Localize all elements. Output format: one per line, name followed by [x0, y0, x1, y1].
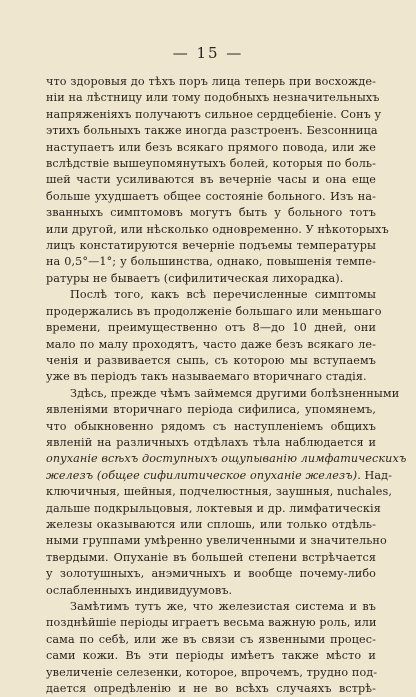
- text-segment: ніи на лѣстницу или тому подобныхъ незначительныхъ: [46, 91, 380, 105]
- text-line: [46, 501, 381, 517]
- text-line: [46, 583, 376, 599]
- text-segment: ключичныя, шейныя, подчелюстныя, заушныя, nuchales,: [46, 485, 392, 499]
- text-segment: наступаетъ или безъ всякаго прямого повода, или же: [46, 140, 376, 154]
- text-line: [46, 615, 376, 631]
- text-line: [46, 90, 380, 106]
- text-line: [46, 550, 376, 566]
- text-line: [46, 632, 376, 648]
- text-segment: этихъ больныхъ также иногда разстроенъ. Безсонница: [46, 124, 378, 138]
- text-segment: на 0,5°—1°; у большинства, однако, повышенія темпе-: [46, 255, 376, 269]
- text-segment: вслѣдствіе вышеупомянутыхъ болей, которыя по боль-: [46, 157, 376, 171]
- text-line: [46, 419, 376, 435]
- text-segment: железы оказываются или сплошь, или только отдѣль-: [46, 517, 376, 531]
- text-line: [46, 205, 376, 221]
- text-segment: или другой, или нѣсколько одновременно. У нѣкоторыхъ: [46, 222, 389, 236]
- text-line: [46, 304, 382, 320]
- text-segment: сами кожи. Въ эти періоды имѣетъ также мѣсто и: [46, 649, 376, 663]
- text-line: [46, 451, 407, 467]
- page-number: — 15 —: [172, 44, 244, 62]
- text-segment: ченія и развивается сыпь, съ которою мы вступаемъ: [46, 353, 376, 367]
- text-line: [46, 369, 376, 385]
- text-segment: увеличеніе селезенки, которое, впрочемъ, трудно под-: [46, 665, 378, 679]
- text-line: [46, 468, 392, 484]
- text-segment: дается опредѣленію и не во всѣхъ случаяхъ встрѣ-: [46, 682, 376, 696]
- text-segment: явленій на различныхъ отдѣлахъ тѣла наблюдается и: [46, 435, 376, 449]
- text-segment: больше ухудшаетъ общее состояніе больного. Изъ на-: [46, 189, 376, 203]
- text-line: [46, 156, 376, 172]
- text-segment: мало по малу проходятъ, часто даже безъ всякаго ле-: [46, 337, 376, 351]
- text-segment: уже въ періодъ такъ называемаго вторичнаго стадія.: [46, 370, 367, 384]
- text-segment: ными группами умѣренно увеличенными и значительно: [46, 534, 387, 548]
- text-line: [46, 123, 376, 139]
- text-line: [46, 320, 376, 336]
- text-segment: у золотушныхъ, анэмичныхъ и вообще почему-либо: [46, 567, 376, 581]
- text-line: [46, 222, 389, 238]
- text-line: [46, 337, 376, 353]
- text-line: [46, 648, 376, 664]
- text-line: [46, 140, 376, 156]
- text-segment: званныхъ симптомовъ могутъ быть у больного тотъ: [46, 206, 376, 220]
- text-line: [46, 74, 376, 90]
- text-line: [46, 238, 376, 254]
- text-segment: . Над-: [357, 468, 392, 482]
- text-line: [46, 435, 376, 451]
- text-segment: лицъ констатируются вечерніе подъемы температуры: [46, 239, 376, 253]
- text-line: [46, 172, 376, 188]
- text-segment: дальше подкрыльцовыя, локтевыя и др. лимфатическія: [46, 501, 381, 515]
- text-line: [46, 566, 376, 582]
- text-segment: Замѣтимъ тутъ же, что железистая система и въ: [70, 600, 376, 613]
- text-segment: продержались въ продолженіе большаго или меньшаго: [46, 304, 382, 318]
- text-segment: Здѣсь, прежде чѣмъ займемся другими болѣзненными: [70, 386, 400, 400]
- italic-text-segment: железъ (общее сифилитическое опуханіе железъ): [46, 468, 358, 482]
- body-text: [46, 74, 407, 697]
- text-segment: что здоровыя до тѣхъ поръ лица теперь при восхожде-: [46, 75, 376, 88]
- text-segment: сама по себѣ, или же въ связи съ язвенными процес-: [46, 632, 376, 646]
- text-line: [46, 386, 400, 402]
- text-line: [46, 107, 382, 123]
- text-segment: ратуры не бываетъ (сифилитическая лихорадка).: [46, 271, 344, 285]
- text-segment: времени, преимущественно отъ 8—до 10 дней, они: [46, 321, 376, 335]
- text-segment: явленіями вторичнаго періода сифилиса, упомянемъ,: [46, 403, 376, 417]
- text-line: [46, 484, 392, 500]
- text-line: [46, 681, 376, 697]
- text-line: [46, 271, 376, 287]
- text-line: [46, 254, 376, 270]
- text-line: [46, 599, 376, 615]
- text-segment: шей части усиливаются въ вечерніе часы и она еще: [46, 173, 376, 187]
- text-line: [46, 189, 376, 205]
- text-segment: Послѣ того, какъ всѣ перечисленные симптомы: [70, 288, 376, 302]
- text-line: [46, 287, 376, 303]
- text-segment: твердыми. Опуханіе въ большей степени встрѣчается: [46, 550, 376, 564]
- text-segment: ослабленныхъ индивидуумовъ.: [46, 583, 233, 597]
- text-line: [46, 402, 376, 418]
- text-line: [46, 665, 376, 681]
- text-line: [46, 353, 376, 369]
- text-segment: позднѣйшіе періоды играетъ весьма важную роль, или: [46, 616, 377, 630]
- italic-text-segment: опуханіе всѣхъ доступныхъ ощупыванію лимфатическихъ: [46, 452, 407, 466]
- text-segment: что обыкновенно рядомъ съ наступленіемъ общихъ: [46, 419, 376, 433]
- text-segment: напряженіяхъ получаютъ сильное сердцебіеніе. Сонъ у: [46, 107, 382, 121]
- text-line: [46, 517, 376, 533]
- text-line: [46, 533, 387, 549]
